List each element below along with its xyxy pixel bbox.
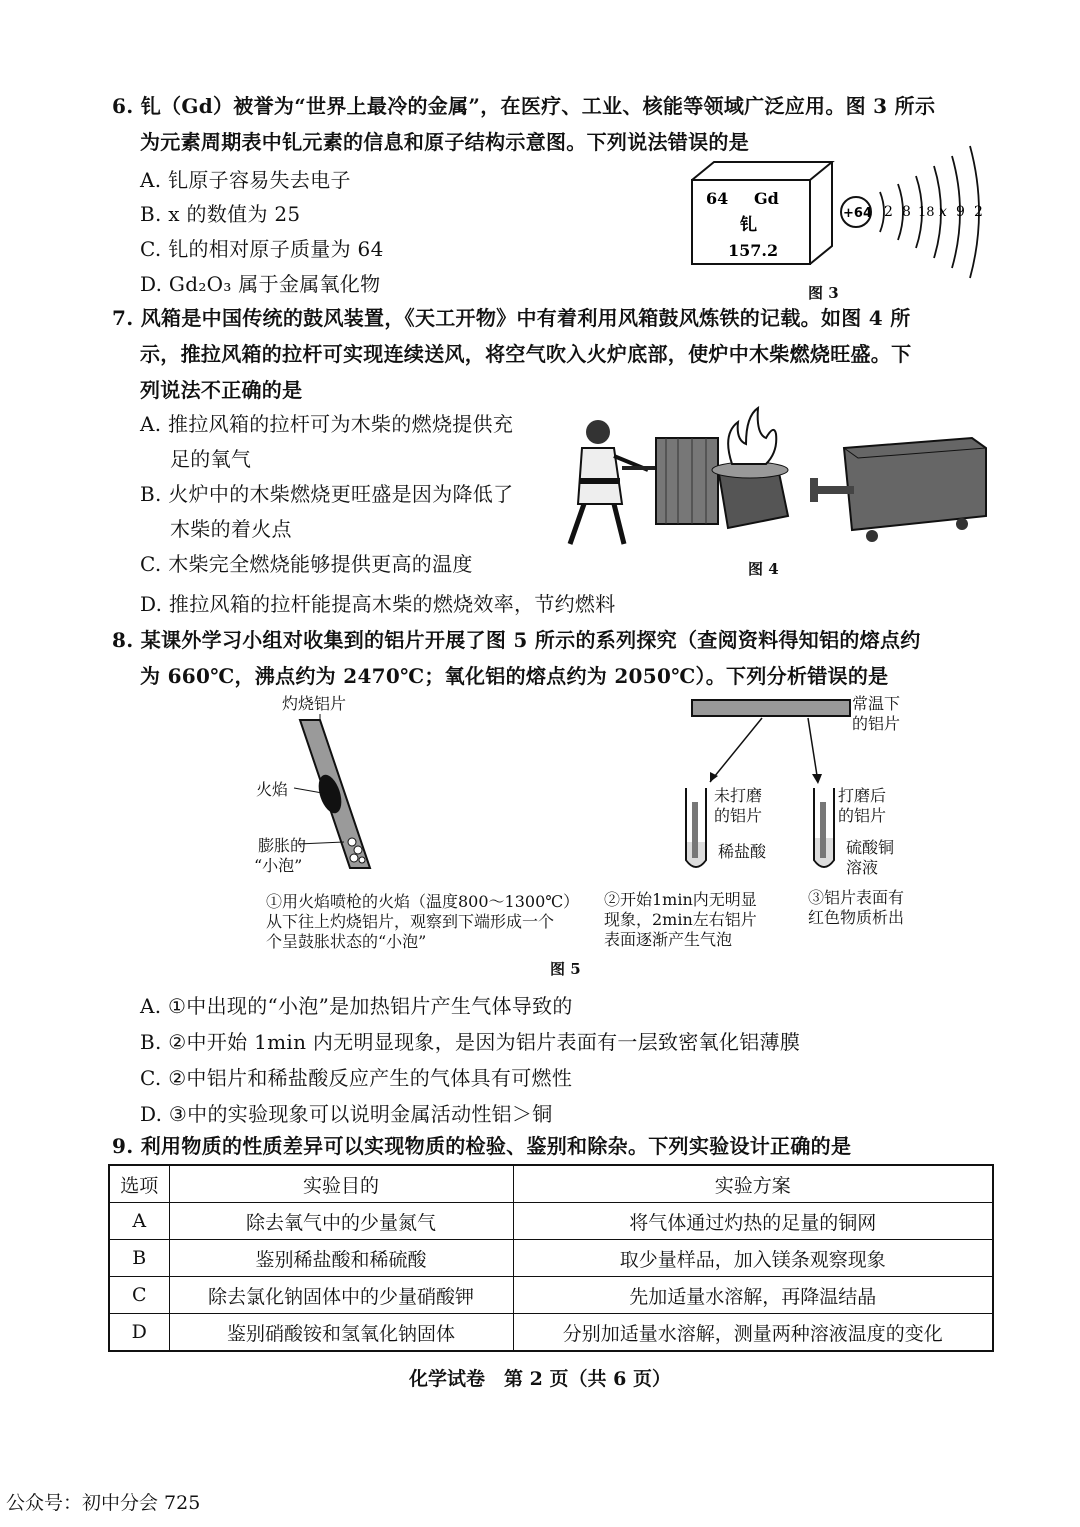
q8-stem-line2: 为 660℃，沸点约为 2470℃；氧化铝的熔点约为 2050℃）。下列分析错误的是 <box>140 664 889 688</box>
figure-4-caption: 图 4 <box>748 560 779 578</box>
label-hydrochloric-acid: 稀盐酸 <box>718 842 767 861</box>
q8-option-c: C. ②中铝片和稀盐酸反应产生的气体具有可燃性 <box>140 1066 573 1090</box>
cell-plan: 先加适量水溶解，再降温结晶 <box>513 1277 993 1314</box>
q6-option-b: B. x 的数值为 25 <box>140 202 301 226</box>
desc-3-line1: ③铝片表面有 <box>808 888 905 907</box>
q7-option-a-line1: A. 推拉风箱的拉杆可为木柴的燃烧提供充 <box>140 412 514 436</box>
q6-option-a: A. 钆原子容易失去电子 <box>140 168 351 192</box>
shell-5: 9 <box>956 204 965 220</box>
label-room-temp-1: 常温下 <box>852 694 901 713</box>
label-cuso4-2: 溶液 <box>846 858 879 877</box>
shell-2: 8 <box>902 204 911 220</box>
cell-option: C <box>109 1277 169 1314</box>
leader-lines <box>290 712 350 852</box>
q9-table <box>108 1164 994 1352</box>
q7-option-c: C. 木柴完全燃烧能够提供更高的温度 <box>140 552 473 576</box>
element-name: 钆 <box>740 215 757 235</box>
cell-purpose: 鉴别硝酸铵和氢氧化钠固体 <box>169 1314 513 1352</box>
table-row <box>109 1203 993 1240</box>
element-symbol: Gd <box>754 189 779 208</box>
bellows-illustration <box>552 404 994 554</box>
watermark-text: 公众号：初中分会 725 <box>6 1492 201 1514</box>
cell-option: A <box>109 1203 169 1240</box>
cell-plan: 取少量样品，加入镁条观察现象 <box>513 1240 993 1277</box>
q6-option-d: D. Gd₂O₃ 属于金属氧化物 <box>140 272 381 296</box>
desc-1-line1: ①用火焰喷枪的火焰（温度800～1300℃） <box>266 892 580 911</box>
q7-option-b-line1: B. 火炉中的木柴燃烧更旺盛是因为降低了 <box>140 482 514 506</box>
desc-2-line1: ②开始1min内无明显 <box>604 890 757 909</box>
figure-3-caption: 图 3 <box>808 284 839 302</box>
atomic-mass: 157.2 <box>728 241 779 260</box>
desc-1-line3: 个呈鼓胀状态的“小泡” <box>266 932 427 951</box>
cell-purpose: 鉴别稀盐酸和稀硫酸 <box>169 1240 513 1277</box>
label-bubble-1: 膨胀的 <box>258 836 307 855</box>
header-purpose: 实验目的 <box>169 1165 513 1203</box>
header-plan: 实验方案 <box>513 1165 993 1203</box>
label-cuso4-1: 硫酸铜 <box>846 838 895 857</box>
desc-2-line2: 现象，2min左右铝片 <box>604 910 757 929</box>
cell-purpose: 除去氧气中的少量氮气 <box>169 1203 513 1240</box>
q9-stem: 9. 利用物质的性质差异可以实现物质的检验、鉴别和除杂。下列实验设计正确的是 <box>112 1134 852 1158</box>
shell-4: x <box>939 204 947 220</box>
cell-plan: 将气体通过灼热的足量的铜网 <box>513 1203 993 1240</box>
header-option: 选项 <box>109 1165 169 1203</box>
q8-option-b: B. ②中开始 1min 内无明显现象，是因为铝片表面有一层致密氧化铝薄膜 <box>140 1030 801 1054</box>
q8-stem-line1: 8. 某课外学习小组对收集到的铝片开展了图 5 所示的系列探究（查阅资料得知铝的熔点约 <box>112 628 921 652</box>
element-card-figure <box>688 158 838 268</box>
q8-option-a: A. ①中出现的“小泡”是加热铝片产生气体导致的 <box>140 994 573 1018</box>
cell-option: D <box>109 1314 169 1352</box>
q7-stem-line3: 列说法不正确的是 <box>140 378 303 402</box>
label-polished-2: 的铝片 <box>838 806 887 825</box>
label-polished-1: 打磨后 <box>838 786 887 805</box>
q6-stem-line1: 6. 钆（Gd）被誉为“世界上最冷的金属”，在医疗、工业、核能等领域广泛应用。图 3 所示 <box>112 94 936 118</box>
desc-2-line3: 表面逐渐产生气泡 <box>604 930 733 949</box>
q7-option-a-line2: 足的氧气 <box>170 447 252 471</box>
table-row <box>109 1240 993 1277</box>
cell-purpose: 除去氯化钠固体中的少量硝酸钾 <box>169 1277 513 1314</box>
label-unpolished-2: 的铝片 <box>714 806 763 825</box>
q6-option-c: C. 钆的相对原子质量为 64 <box>140 237 384 261</box>
shell-1: 2 <box>884 204 893 220</box>
figure-5-caption: 图 5 <box>550 960 581 978</box>
nucleus-charge: +64 <box>843 206 872 221</box>
label-burn-aluminum: 灼烧铝片 <box>282 694 347 713</box>
shell-3: 18 <box>918 205 935 220</box>
q6-stem-line2: 为元素周期表中钆元素的信息和原子结构示意图。下列说法错误的是 <box>140 130 749 154</box>
q7-option-b-line2: 木柴的着火点 <box>170 517 292 541</box>
label-unpolished-1: 未打磨 <box>714 786 763 805</box>
table-row <box>109 1314 993 1352</box>
page-footer: 化学试卷 第 2 页（共 6 页） <box>409 1368 671 1390</box>
table-row <box>109 1277 993 1314</box>
atomic-number: 64 <box>706 189 729 208</box>
cell-option: B <box>109 1240 169 1277</box>
q7-stem-line2: 示，推拉风箱的拉杆可实现连续送风，将空气吹入火炉底部，使炉中木柴燃烧旺盛。下 <box>140 342 912 366</box>
q7-stem-line1: 7. 风箱是中国传统的鼓风装置，《天工开物》中有着利用风箱鼓风炼铁的记载。如图 4 所 <box>112 306 911 330</box>
label-bubble-2: “小泡” <box>254 856 303 875</box>
atomic-structure-diagram <box>836 140 986 280</box>
shell-6: 2 <box>974 204 983 220</box>
label-room-temp-2: 的铝片 <box>852 714 901 733</box>
table-header-row <box>109 1165 993 1203</box>
desc-1-line2: 从下往上灼烧铝片，观察到下端形成一个 <box>266 912 555 931</box>
label-flame: 火焰 <box>256 780 289 799</box>
cell-plan: 分别加适量水溶解，测量两种溶液温度的变化 <box>513 1314 993 1352</box>
desc-3-line2: 红色物质析出 <box>808 908 905 927</box>
q8-option-d: D. ③中的实验现象可以说明金属活动性铝＞铜 <box>140 1102 553 1126</box>
q7-option-d: D. 推拉风箱的拉杆能提高木柴的燃烧效率，节约燃料 <box>140 592 616 616</box>
